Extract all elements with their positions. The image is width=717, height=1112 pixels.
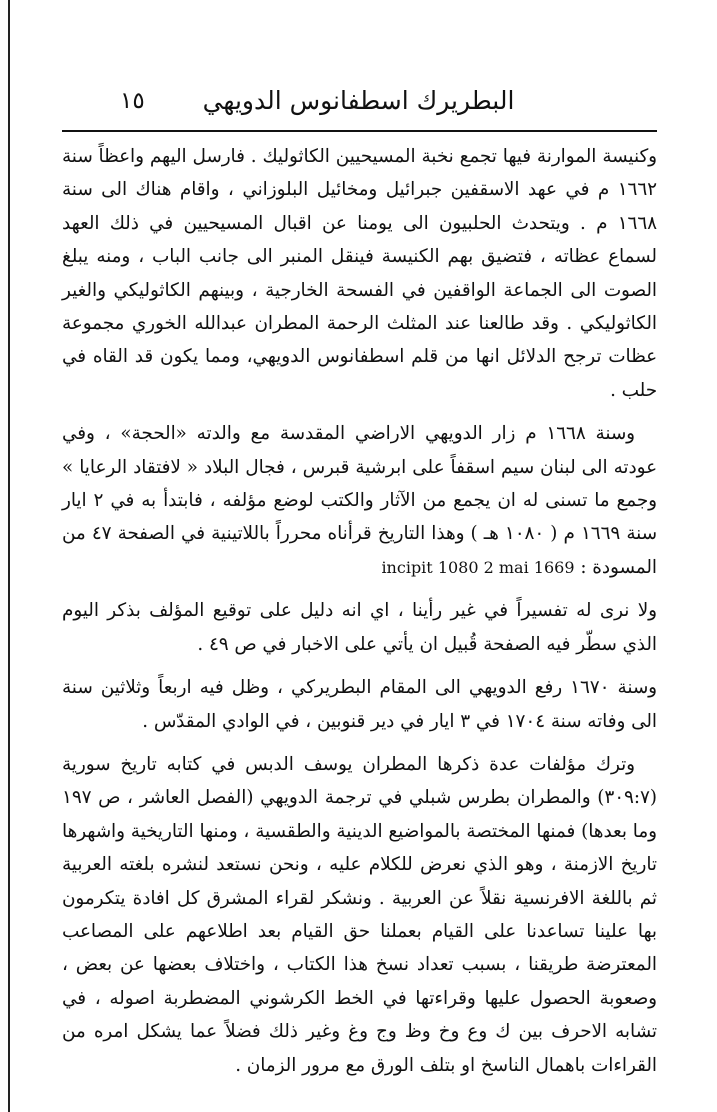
header-rule	[62, 130, 657, 132]
latin-inscription: incipit 1080 2 mai 1669	[381, 557, 575, 577]
page-number: ١٥	[120, 88, 145, 114]
paragraph: وكنيسة الموارنة فيها تجمع نخبة المسيحيين الكاثوليك . فارسل اليهم واعظاً سنة ١٦٦٢ م في عهد الاسقفين جبرائيل ومخائيل البلوزاني ، واقام هناك الى سنة ١٦٦٨ م . ويتحدث الحلبيون الى يومنا عن اقبال المسيحيين في ذلك العهد لسماع عظاته ، فتضيق بهم الكنيسة فينقل المنبر الى جانب الباب ، ومنه يبلغ الصوت الى الجماعة الواقفين في الفسحة الخارجية ، وبينهم الكاثوليكي والغير الكاثوليكي . وقد طالعنا عند المثلث الرحمة المطران عبدالله الخوري مجموعة عظات ترجح الدلائل انها من قلم اسطفانوس الدويهي، ومما يكون قد القاه في حلب .	[62, 146, 657, 401]
page-header	[58, 84, 659, 128]
body-text	[62, 140, 657, 1082]
paragraph	[62, 417, 657, 584]
page-edge-line	[8, 0, 10, 1112]
paragraph-text: وسنة ١٦٦٨ م زار الدويهي الاراضي المقدسة مع والدته «الحجة» ، وفي عودته الى لبنان سيم اسقفاً على ابرشية قبرس ، فجال البلاد « لافتقاد الرعايا » وجمع ما تسنى له ان يجمع من الآثار والكتب لوضع مؤلفه ، فابتدأ به في ٢ ايار سنة ١٦٦٩ م ( ١٠٨٠ هـ ) وهذا التاريخ قرأناه محرراً باللاتينية في الصفحة ٤٧ من المسودة :	[62, 423, 657, 578]
running-title: البطريرك اسطفانوس الدويهي	[202, 86, 515, 115]
paragraph: وترك مؤلفات عدة ذكرها المطران يوسف الدبس في كتابه تاريخ سورية (٣٠٩:٧) والمطران بطرس شبلي في ترجمة الدويهي (الفصل العاشر ، ص ١٩٧ وما بعدها) فمنها المختصة بالمواضيع الدينية والطقسية ، ومنها التاريخية واشهرها تاريخ الازمنة ، وهو الذي نعرض للكلام عليه ، ونحن نستعد لنشره بلغته العربية ثم باللغة الافرنسية نقلاً عن العربية . ونشكر لقراء المشرق كل افادة يتكرمون بها علينا تساعدنا على القيام بعملنا حق القيام بعد اطلاعهم على المصاعب المعترضة طريقنا ، بسبب تعداد نسخ هذا الكتاب ، واختلاف بعضها عن بعض ، وصعوبة الحصول عليها وقراءتها في الخط الكرشوني المضطربة اصوله ، في تشابه الاحرف بين ك وع وخ وظ وج وغ وغير ذلك فضلاً عما يشكل امره من القراءات باهمال الناسخ او بتلف الورق مع مرور الزمان .	[62, 753, 657, 1076]
paragraph: ولا نرى له تفسيراً في غير رأينا ، اي انه دليل على توقيع المؤلف بذكر اليوم الذي سطّر فيه الصفحة قُبيل ان يأتي على الاخبار في ص ٤٩ .	[62, 600, 657, 655]
paragraph: وسنة ١٦٧٠ رفع الدويهي الى المقام البطريركي ، وظل فيه اربعاً وثلاثين سنة الى وفاته سنة ١٧٠٤ في ٣ ايار في دير قنوبين ، في الوادي المقدّس .	[62, 677, 657, 732]
